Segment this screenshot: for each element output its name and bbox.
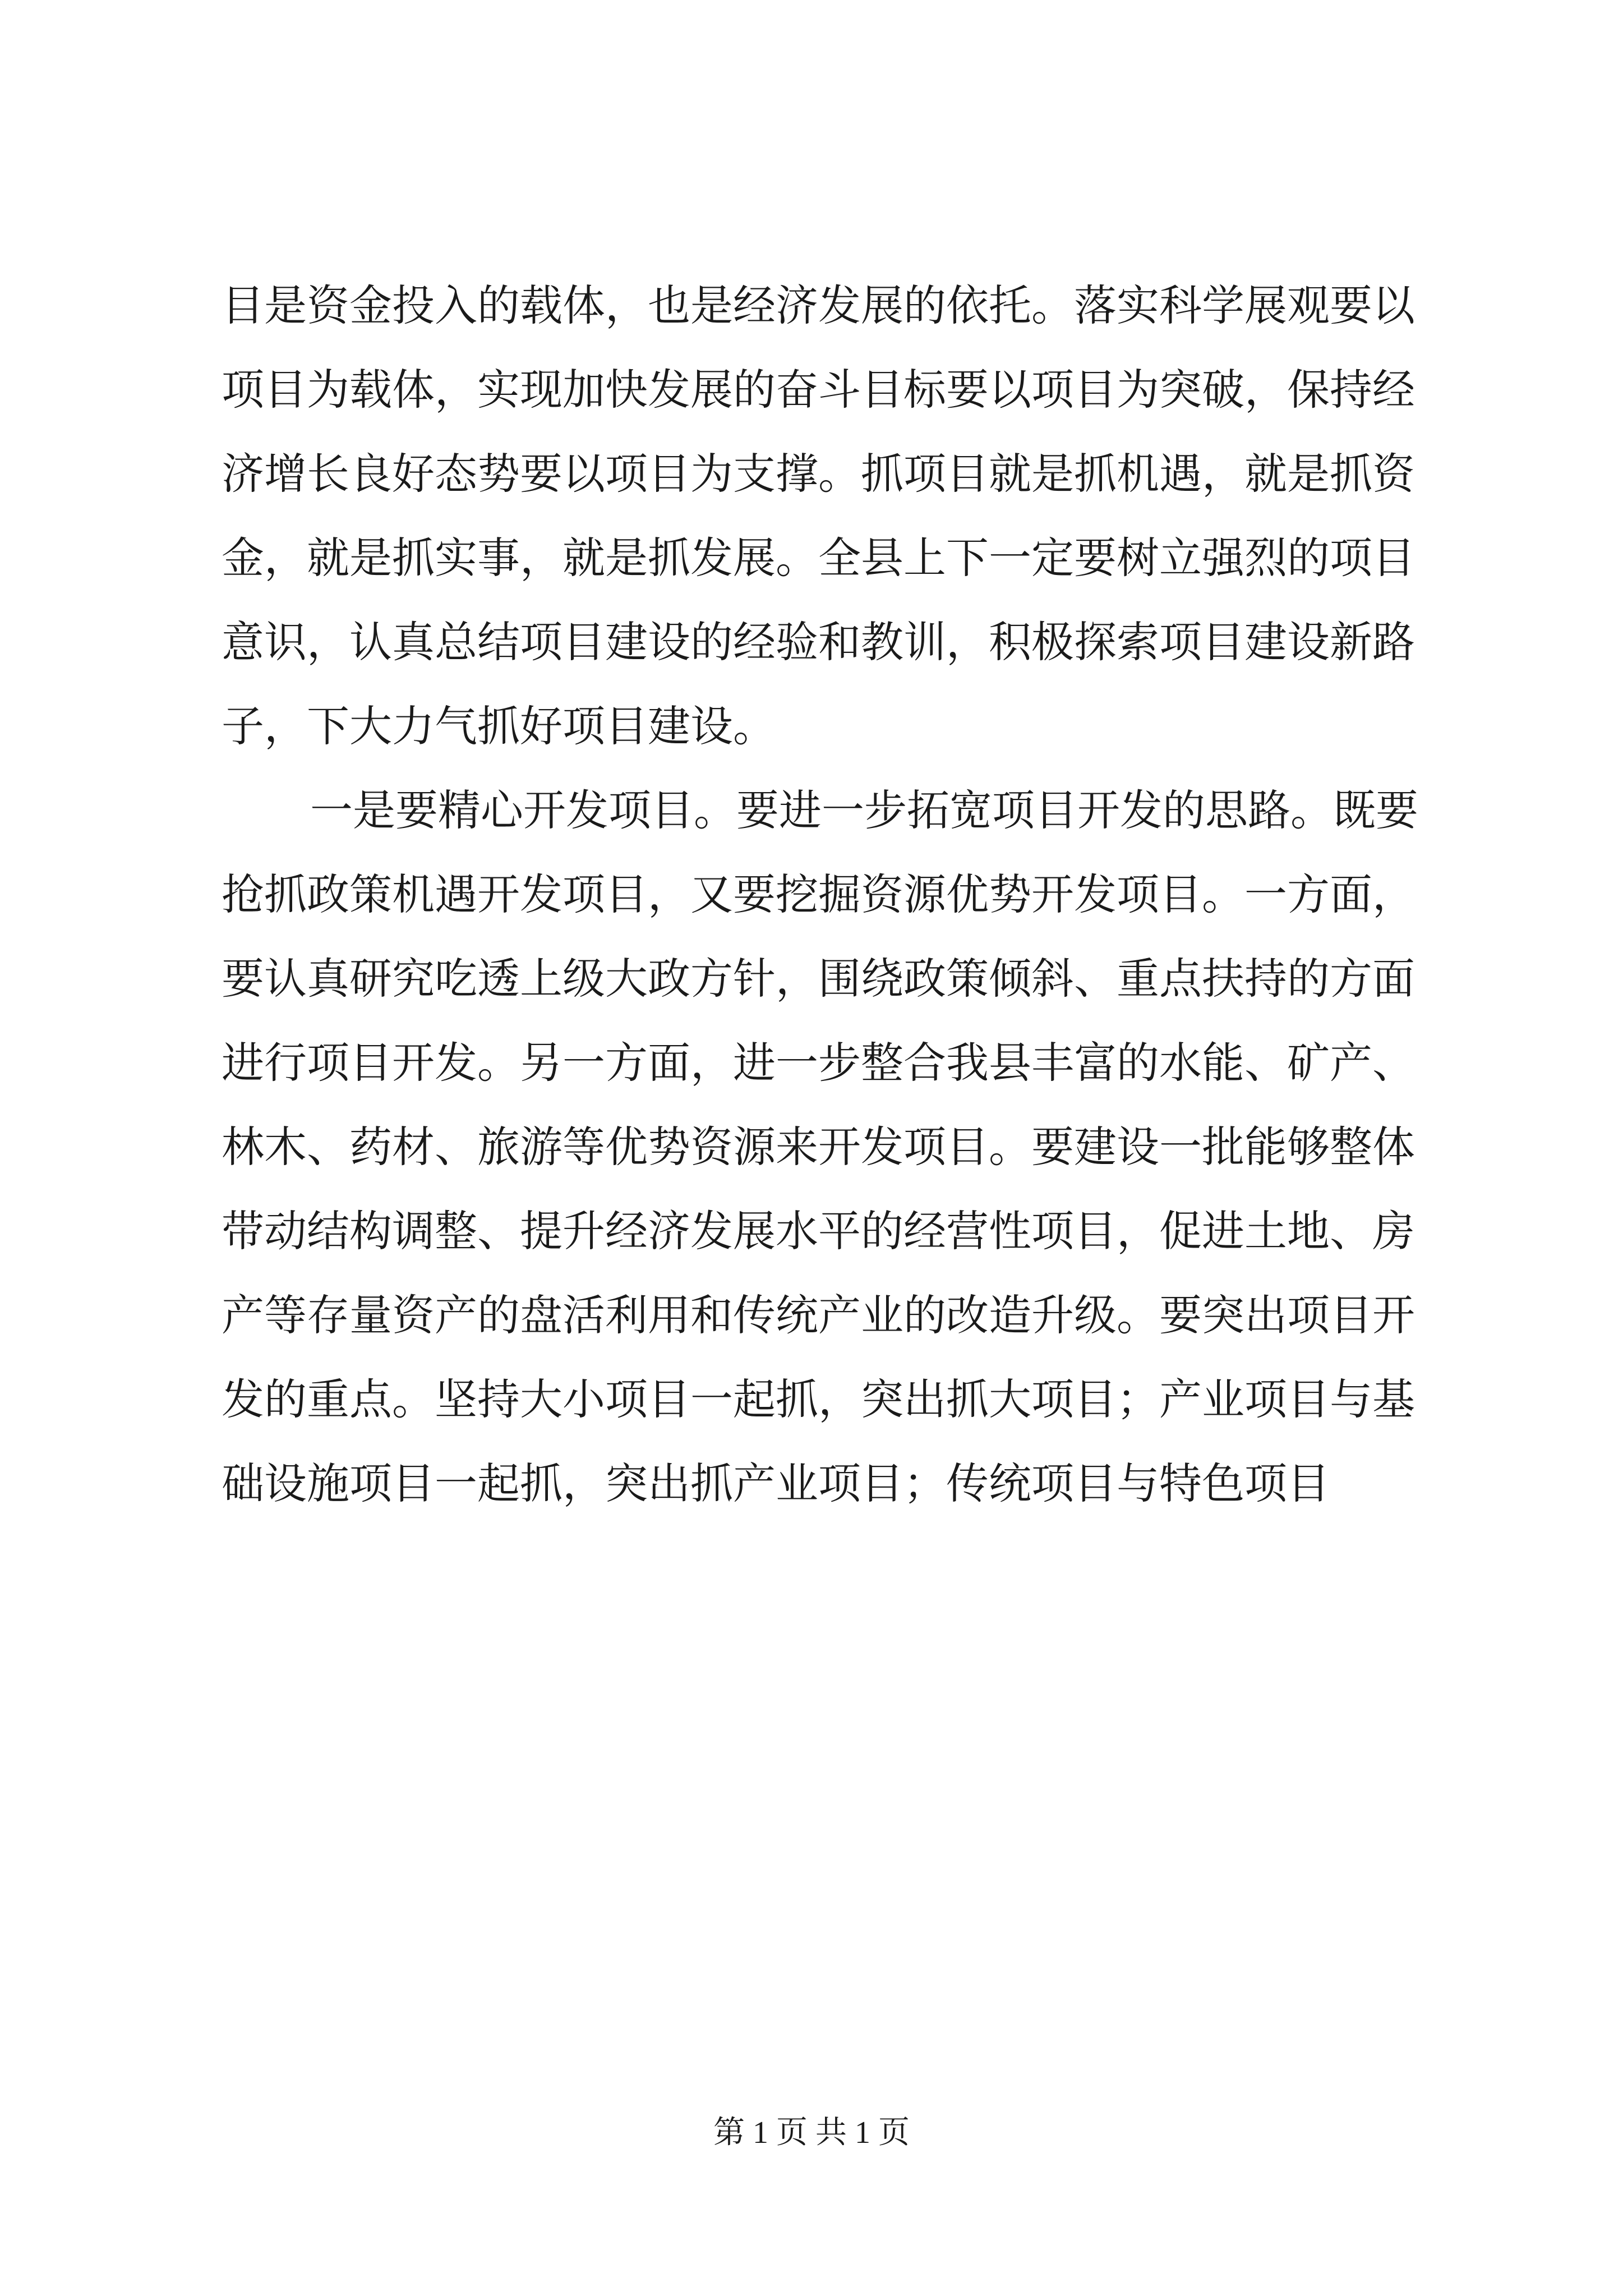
paragraph-2-line-6: 带动结构调整、提升经济发展水平的经营性项目，促进土地、房 — [222, 1206, 1415, 1256]
paragraph-2-line-1: 一是要精心开发项目。要进一步拓宽项目开发的思路。既要 — [310, 785, 1418, 835]
document-body — [222, 264, 1427, 1526]
paragraph-1-line-3: 济增长良好态势要以项目为支撑。抓项目就是抓机遇，就是抓资 — [222, 449, 1415, 499]
paragraph-2-line-3: 要认真研究吃透上级大政方针，围绕政策倾斜、重点扶持的方面 — [222, 954, 1415, 1004]
paragraph-1-line-5: 意识，认真总结项目建设的经验和教训，积极探索项目建设新路 — [222, 617, 1415, 667]
paragraph-2-line-5: 林木、药材、旅游等优势资源来开发项目。要建设一批能够整体 — [222, 1122, 1415, 1172]
paragraph-2-line-9: 础设施项目一起抓，突出抓产业项目；传统项目与特色项目 — [222, 1458, 1330, 1508]
paragraph-2-line-4: 进行项目开发。另一方面，进一步整合我县丰富的水能、矿产、 — [222, 1038, 1415, 1088]
paragraph-1-line-6: 子，下大力气抓好项目建设。 — [222, 701, 776, 751]
paragraph-2-line-8: 发的重点。坚持大小项目一起抓，突出抓大项目；产业项目与基 — [222, 1374, 1415, 1424]
paragraph-1-line-4: 金，就是抓实事，就是抓发展。全县上下一定要树立强烈的项目 — [222, 533, 1415, 583]
paragraph-1-line-1: 目是资金投入的载体，也是经济发展的依托。落实科学展观要以 — [222, 280, 1415, 330]
paragraph-1-line-2: 项目为载体，实现加快发展的奋斗目标要以项目为突破，保持经 — [222, 365, 1415, 415]
page-number-footer: 第 1 页 共 1 页 — [713, 2115, 910, 2150]
paragraph-2-line-7: 产等存量资产的盘活利用和传统产业的改造升级。要突出项目开 — [222, 1290, 1415, 1340]
paragraph-2-line-2: 抢抓政策机遇开发项目，又要挖掘资源优势开发项目。一方面， — [222, 869, 1415, 919]
